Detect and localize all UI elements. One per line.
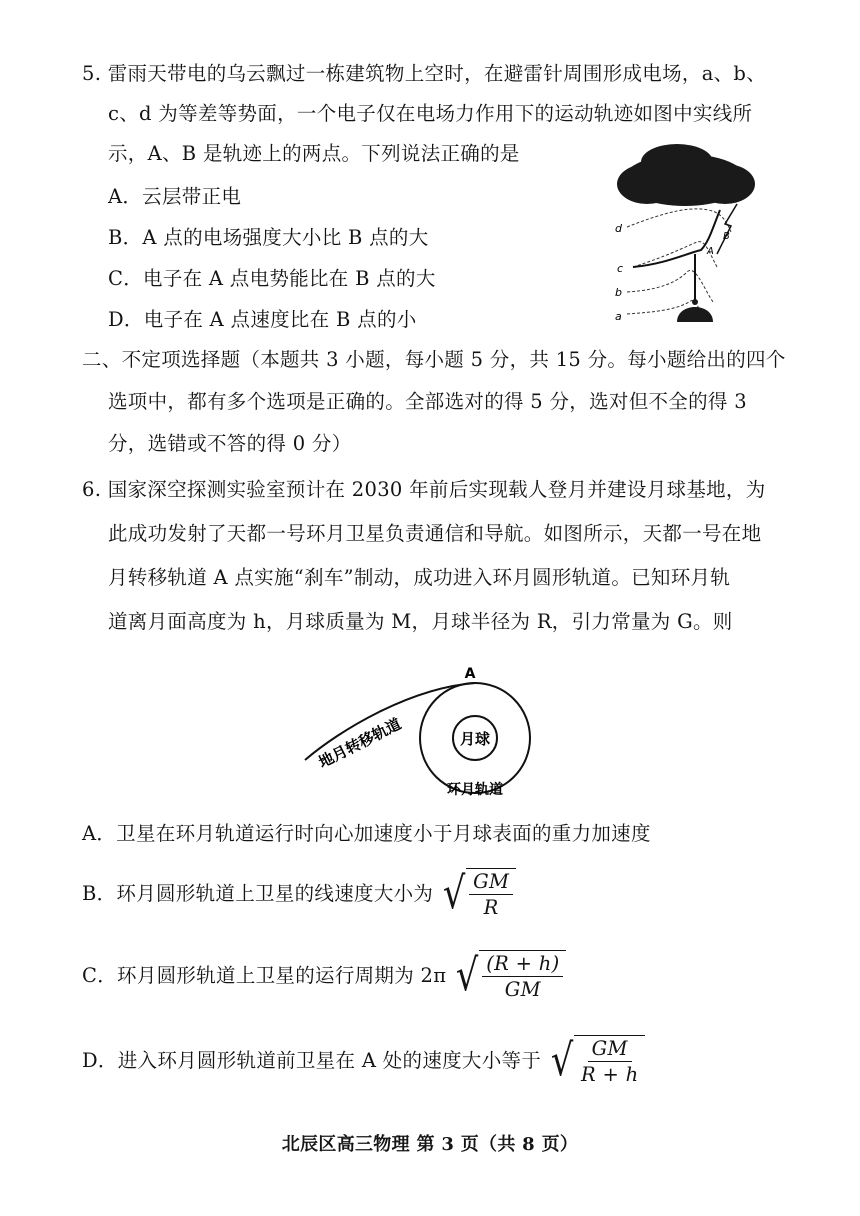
circular-orbit-label: 环月轨道 (447, 782, 503, 798)
q6-option-c-numerator: (R + h) (482, 951, 563, 977)
q6-stem-line-3: 月转移轨道 A 点实施“刹车”制动，成功进入环月圆形轨道。已知环月轨 (108, 566, 731, 589)
q6-stem-line-4: 道离月面高度为 h，月球质量为 M，月球半径为 R，引力常量为 G。则 (108, 610, 733, 633)
section2-header-line-1: 二、不定项选择题（本题共 3 小题，每小题 5 分，共 15 分。每小题给出的四个 (82, 348, 786, 371)
q6-figure-lunar-orbit (300, 660, 570, 805)
q6-option-c (82, 950, 566, 1003)
q6-option-b-numerator: GM (469, 869, 513, 895)
q6-stem-line-2: 此成功发射了天都一号环月卫星负责通信和导航。如图所示，天都一号在地 (108, 522, 762, 545)
page-footer: 北辰区高三物理 第 3 页（共 8 页） (281, 1134, 579, 1155)
building-dome-icon (677, 307, 713, 322)
q6-option-d-numerator: GM (588, 1036, 632, 1062)
q6-option-b (82, 868, 516, 921)
label-point-b: B (723, 231, 730, 242)
label-b: b (615, 286, 622, 299)
q5-option-c: C．电子在 A 点电势能比在 B 点的大 (108, 267, 436, 290)
q6-option-d-formula: √ $\frac{GM}{R + h}$ (548, 1035, 646, 1088)
label-d: d (615, 222, 622, 235)
q6-option-a: A．卫星在环月轨道运行时向心加速度小于月球表面的重力加速度 (82, 822, 651, 845)
q5-option-d: D．电子在 A 点速度比在 B 点的小 (108, 308, 417, 331)
q5-option-b: B．A 点的电场强度大小比 B 点的大 (108, 226, 429, 249)
q6-option-b-denominator: R (483, 896, 499, 920)
q5-stem-line-2: c、d 为等差等势面，一个电子仅在电场力作用下的运动轨迹如图中实线所 (108, 102, 753, 125)
q6-option-d (82, 1035, 645, 1088)
electron-trajectory (633, 210, 720, 267)
section2-header-line-2: 选项中，都有多个选项是正确的。全部选对的得 5 分，选对但不全的得 3 (108, 390, 747, 413)
q6-option-d-denominator: R + h (580, 1063, 639, 1087)
moon-label: 月球 (459, 730, 491, 748)
label-a: a (615, 310, 622, 323)
q6-option-b-text: B．环月圆形轨道上卫星的线速度大小为 (82, 881, 434, 905)
cloud-icon (617, 144, 755, 206)
transfer-orbit-label: 地月转移轨道 (315, 714, 405, 772)
q5-figure-thundercloud (605, 142, 765, 337)
q5-stem-line-1: 5. 雷雨天带电的乌云飘过一栋建筑物上空时，在避雷针周围形成电场，a、b、 (82, 62, 767, 85)
q6-option-c-denominator: GM (504, 978, 541, 1002)
label-point-a: A (707, 246, 714, 257)
q6-option-b-formula: √ $\frac{GM}{R}$ (440, 868, 517, 921)
q5-stem-line-3: 示，A、B 是轨迹上的两点。下列说法正确的是 (108, 142, 520, 165)
q6-option-d-text: D．进入环月圆形轨道前卫星在 A 处的速度大小等于 (82, 1048, 542, 1072)
label-c: c (617, 262, 624, 275)
q6-option-c-text: C．环月圆形轨道上卫星的运行周期为 2π (82, 963, 447, 987)
q6-option-c-formula: √ $\frac{(R + h)}{GM}$ (453, 950, 567, 1003)
section2-header-line-3: 分，选错或不答的得 0 分） (108, 432, 352, 455)
orbit-point-a-label: A (464, 666, 476, 682)
q5-option-a: A．云层带正电 (108, 185, 242, 208)
equipotential-b (627, 270, 713, 302)
q6-stem-line-1: 6. 国家深空探测实验室预计在 2030 年前后实现载人登月并建设月球基地，为 (82, 478, 766, 501)
